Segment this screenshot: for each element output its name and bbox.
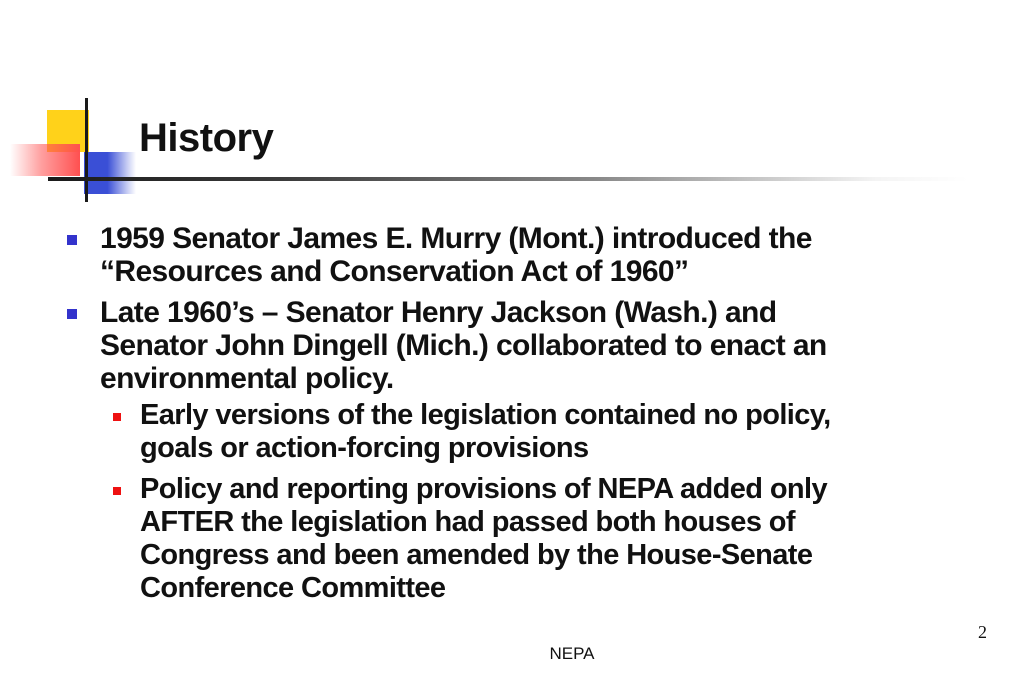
sub-bullet-item [100, 473, 880, 605]
logo-vertical-line [85, 98, 88, 202]
decorative-logo [0, 0, 160, 220]
bullet-list [60, 222, 880, 613]
square-bullet-icon [67, 309, 77, 319]
square-sub-bullet-icon [113, 487, 121, 495]
sub-bullet-text: Early versions of the legislation contained no policy, goals or action-forcing provisions [140, 399, 831, 464]
bullet-text: Late 1960’s – Senator Henry Jackson (Wash.) and Senator John Dingell (Mich.) collaborated to enact an environmental policy. [100, 296, 827, 395]
logo-blue-square [84, 152, 136, 194]
sub-bullet-text: Policy and reporting provisions of NEPA added only AFTER the legislation had passed both houses of Congress and been amended by the House-Senate Conference Committee [140, 473, 828, 604]
sub-bullet-item [100, 399, 880, 465]
bullet-item [60, 296, 880, 605]
sub-bullet-list [100, 399, 880, 605]
bullet-item [60, 222, 880, 288]
logo-red-square [10, 144, 80, 176]
footer-text: NEPA [549, 644, 595, 663]
page-number: 2 [978, 622, 987, 642]
slide-title: History [139, 116, 274, 160]
title-underline [48, 177, 968, 181]
square-sub-bullet-icon [113, 413, 121, 421]
square-bullet-icon [67, 235, 77, 245]
bullet-text: 1959 Senator James E. Murry (Mont.) introduced the “Resources and Conservation Act of 1960” [100, 222, 812, 288]
